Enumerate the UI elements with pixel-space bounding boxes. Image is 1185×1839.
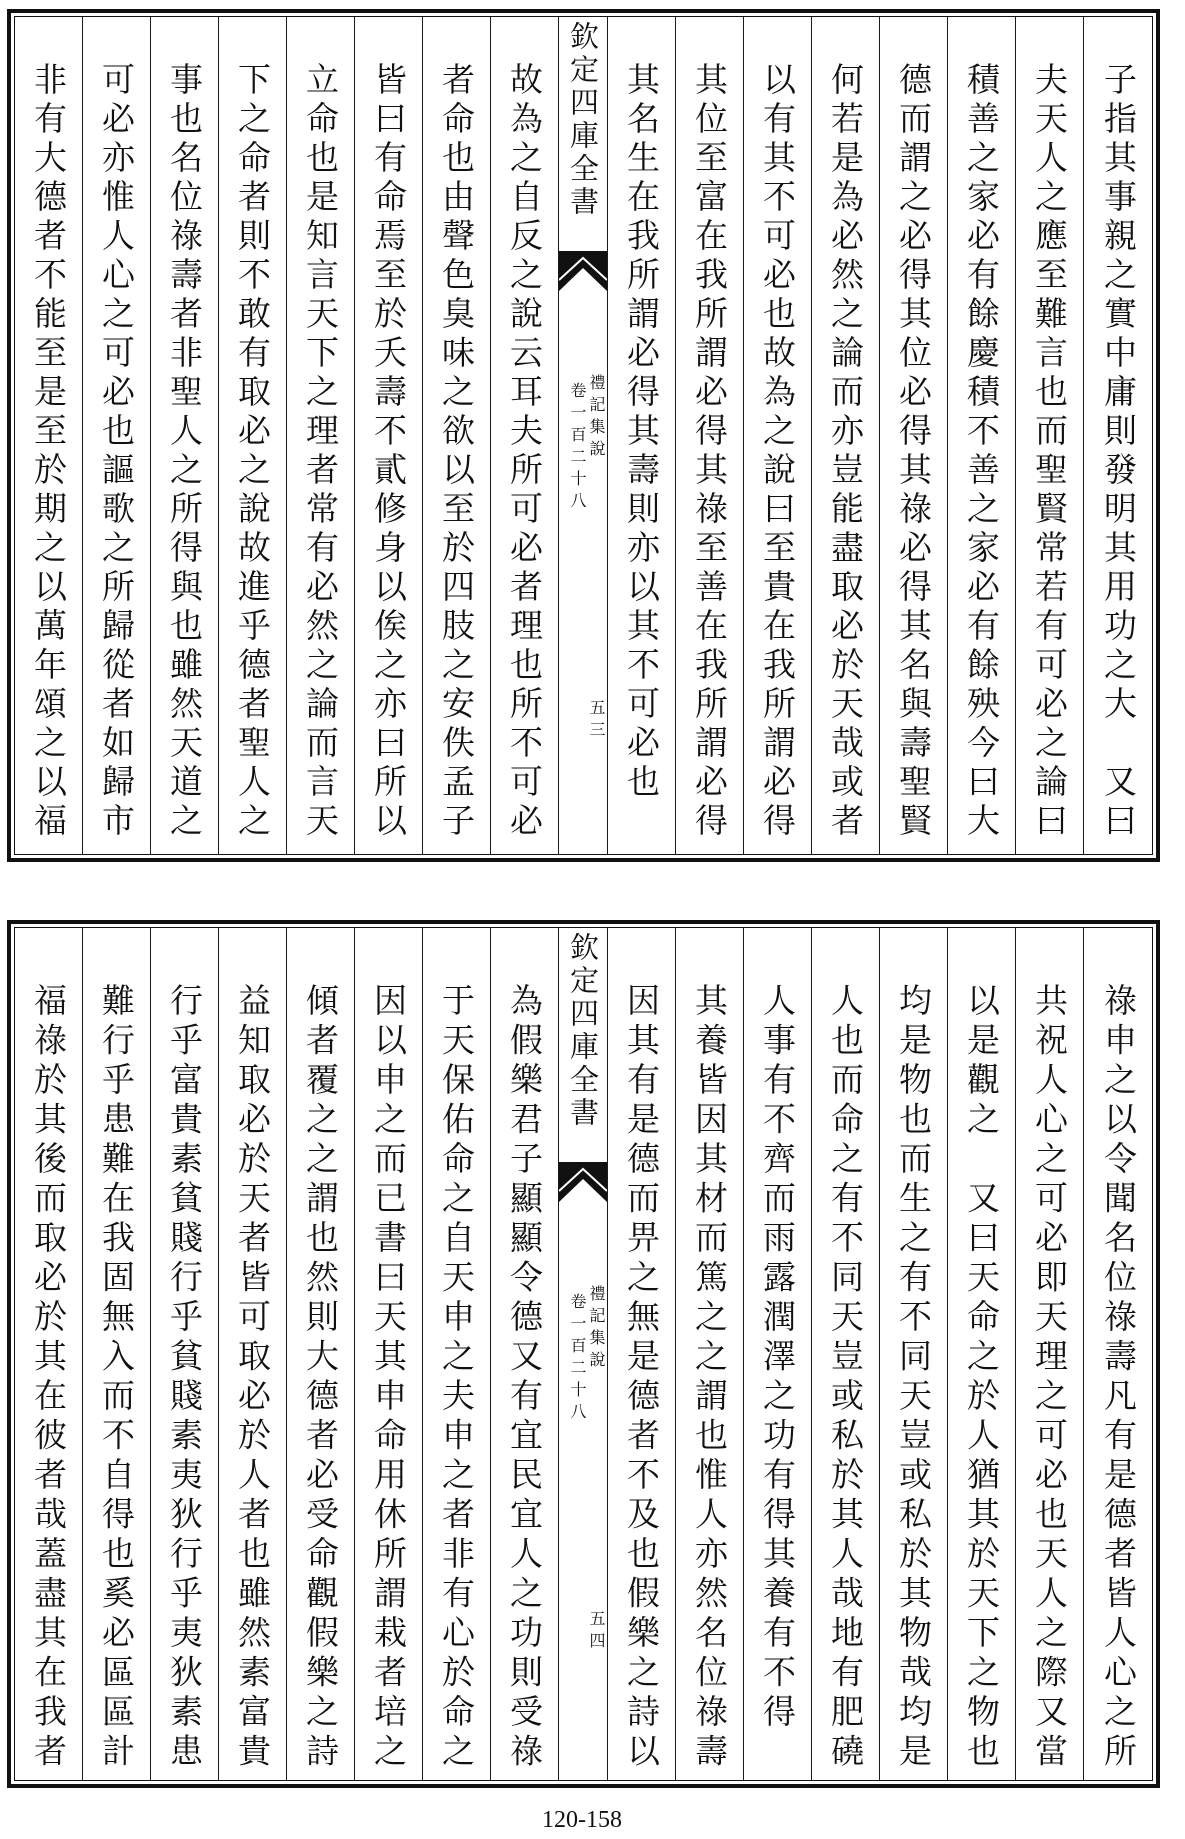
text-column: 于天保佑命之自天申之夫申之者非有心於命之 — [423, 928, 491, 1780]
text-column: 共祝人心之可必即天理之可必也天人之際又當 — [1016, 928, 1084, 1780]
column-grid — [15, 17, 1152, 854]
work-title: 禮記集說 — [587, 374, 606, 462]
folio-number: 五三 — [587, 699, 606, 743]
folio-panel-bottom — [7, 920, 1160, 1788]
text-column: 夫天人之應至難言也而聖賢常若有可必之論曰 — [1016, 17, 1084, 854]
text-column: 事也名位祿壽者非聖人之所得與也雖然天道之 — [151, 17, 219, 854]
banxin-center-column — [559, 928, 608, 1780]
reprint-page-reference: 120-158 — [542, 1807, 622, 1833]
fish-tail-mark-icon — [559, 1162, 607, 1202]
column-grid — [15, 928, 1152, 1780]
text-column: 其位至富在我所謂必得其祿至善在我所謂必得 — [676, 17, 744, 854]
text-column: 其名生在我所謂必得其壽則亦以其不可必也 — [608, 17, 676, 854]
text-column: 傾者覆之之謂也然則大德者必受命觀假樂之詩 — [287, 928, 355, 1780]
text-column: 子指其事親之實中庸則發明其用功之大 又曰 — [1099, 62, 1138, 842]
text-column: 人事有不齊而雨露潤澤之功有得其養有不得 — [744, 928, 812, 1780]
text-column: 立命也是知言天下之理者常有必然之論而言天 — [287, 17, 355, 854]
juan-number: 卷一百二十八 — [568, 382, 587, 514]
text-column: 福祿於其後而取必於其在彼者哉蓋盡其在我者 — [15, 928, 83, 1780]
text-column: 非有大德者不能至是至於期之以萬年頌之以福 — [15, 17, 83, 854]
folio-frame — [14, 16, 1153, 855]
text-column: 以有其不可必也故為之說曰至貴在我所謂必得 — [744, 17, 812, 854]
folio-panel-top — [7, 9, 1160, 862]
folio-frame — [14, 927, 1153, 1781]
text-column: 何若是為必然之論而亦豈能盡取必於天哉或者 — [812, 17, 880, 854]
text-column: 德而謂之必得其位必得其祿必得其名與壽聖賢 — [880, 17, 948, 854]
text-column: 行乎富貴素貧賤行乎貧賤素夷狄行乎夷狄素患 — [151, 928, 219, 1780]
juan-number: 卷一百二十八 — [568, 1293, 587, 1425]
text-column: 者命也由聲色臭味之欲以至於四肢之安佚孟子 — [423, 17, 491, 854]
text-column: 祿申之以令聞名位祿壽凡有是德者皆人心之所 — [1099, 983, 1138, 1773]
text-column: 人也而命之有不同天豈或私於其人哉地有肥磽 — [812, 928, 880, 1780]
book-title: 欽定四庫全書 — [566, 21, 600, 219]
text-column: 其養皆因其材而篤之之謂也惟人亦然名位祿壽 — [676, 928, 744, 1780]
book-title: 欽定四庫全書 — [566, 932, 600, 1130]
text-column: 可必亦惟人心之可必也謳歌之所歸從者如歸市 — [83, 17, 151, 854]
text-column: 以是觀之 又曰天命之於人猶其於天下之物也 — [948, 928, 1016, 1780]
text-column: 下之命者則不敢有取必之說故進乎德者聖人之 — [219, 17, 287, 854]
fish-tail-mark-icon — [559, 251, 607, 291]
text-column: 均是物也而生之有不同天豈或私於其物哉均是 — [880, 928, 948, 1780]
text-column: 難行乎患難在我固無入而不自得也奚必區區計 — [83, 928, 151, 1780]
text-column: 故為之自反之說云耳夫所可必者理也所不可必 — [491, 17, 559, 854]
text-column: 為假樂君子顯顯令德又有宜民宜人之功則受祿 — [491, 928, 559, 1780]
text-column: 皆曰有命焉至於夭壽不貳修身以俟之亦曰所以 — [355, 17, 423, 854]
text-column: 因以申之而已書曰天其申命用休所謂栽者培之 — [355, 928, 423, 1780]
text-column: 益知取必於天者皆可取必於人者也雖然素富貴 — [219, 928, 287, 1780]
work-title: 禮記集說 — [587, 1285, 606, 1373]
banxin-center-column — [559, 17, 608, 854]
text-column: 積善之家必有餘慶積不善之家必有餘殃今曰大 — [948, 17, 1016, 854]
text-column: 因其有是德而畀之無是德者不及也假樂之詩以 — [608, 928, 676, 1780]
folio-number: 五四 — [587, 1610, 606, 1654]
